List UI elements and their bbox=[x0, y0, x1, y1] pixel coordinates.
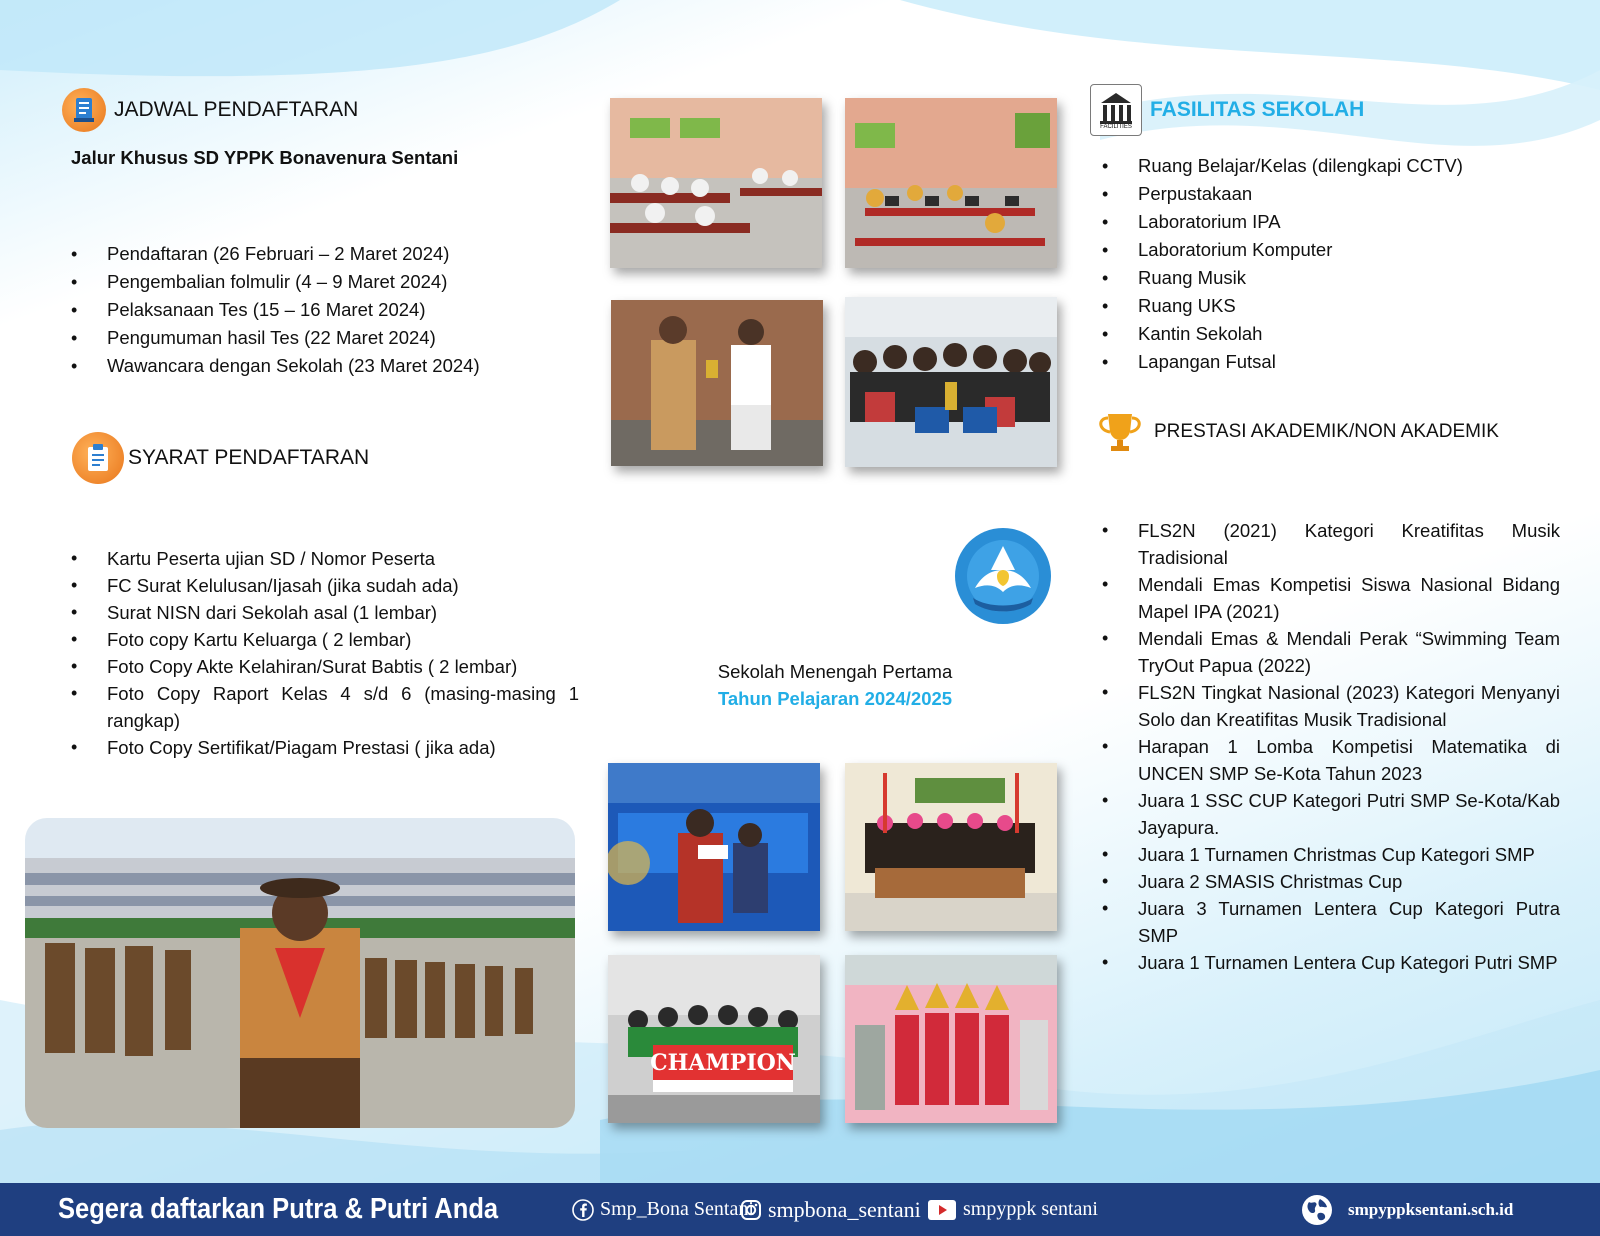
list-item: • Juara 1 SSC CUP Kategori Putri SMP Se-Kota/Kab Jayapura. bbox=[1102, 787, 1560, 841]
prestasi-heading bbox=[1094, 410, 1499, 454]
list-item: • Ruang Belajar/Kelas (dilengkapi CCTV) bbox=[1102, 152, 1562, 180]
facebook-icon bbox=[572, 1199, 594, 1221]
list-item: • FC Surat Kelulusan/Ijasah (jika sudah ada) bbox=[71, 572, 579, 599]
list-item: • Juara 3 Turnamen Lentera Cup Kategori Putra SMP bbox=[1102, 895, 1560, 949]
list-item: • Harapan 1 Lomba Kompetisi Matematika di UNCEN SMP Se-Kota Tahun 2023 bbox=[1102, 733, 1560, 787]
team-trophy-photo bbox=[845, 297, 1057, 467]
competition-winners-photo bbox=[608, 763, 820, 931]
list-item: • Pengembalian folmulir (4 – 9 Maret 2024) bbox=[71, 268, 591, 296]
fasilitas-list bbox=[1102, 152, 1562, 376]
list-item: • Foto Copy Akte Kelahiran/Surat Babtis ( 2 lembar) bbox=[71, 653, 579, 680]
list-item: • Pengumuman hasil Tes (22 Maret 2024) bbox=[71, 324, 591, 352]
footer-slogan: Segera daftarkan Putra & Putri Anda bbox=[58, 1193, 499, 1225]
list-item: • Kartu Peserta ujian SD / Nomor Peserta bbox=[71, 545, 579, 572]
list-item: • Ruang UKS bbox=[1102, 292, 1562, 320]
list-item: • Mendali Emas & Mendali Perak “Swimming Team TryOut Papua (2022) bbox=[1102, 625, 1560, 679]
jadwal-title: JADWAL PENDAFTARAN bbox=[114, 98, 359, 121]
list-item: • Mendali Emas Kompetisi Siswa Nasional Bidang Mapel IPA (2021) bbox=[1102, 571, 1560, 625]
traditional-dance-group-photo bbox=[845, 763, 1057, 931]
instagram-handle: smpbona_sentani bbox=[768, 1196, 921, 1222]
list-item: • Foto Copy Raport Kelas 4 s/d 6 (masing-masing 1 rangkap) bbox=[71, 680, 579, 734]
list-item: • Pelaksanaan Tes (15 – 16 Maret 2024) bbox=[71, 296, 591, 324]
list-item: • Wawancara dengan Sekolah (23 Maret 2024) bbox=[71, 352, 591, 380]
website-link[interactable] bbox=[1300, 1193, 1513, 1227]
tut-wuri-handayani-logo bbox=[953, 526, 1053, 626]
website-url: smpyppksentani.sch.id bbox=[1348, 1199, 1514, 1219]
jadwal-heading bbox=[62, 88, 358, 132]
list-item: • Kantin Sekolah bbox=[1102, 320, 1562, 348]
facilities-icon-label: FACILITIES bbox=[1100, 124, 1132, 130]
instagram-link[interactable] bbox=[740, 1197, 921, 1223]
list-item: • Lapangan Futsal bbox=[1102, 348, 1562, 376]
list-item: • FLS2N (2021) Kategori Kreatifitas Musik Tradisional bbox=[1102, 517, 1560, 571]
instagram-icon bbox=[740, 1199, 762, 1221]
jadwal-list bbox=[71, 240, 591, 380]
computer-lab-photo-1 bbox=[610, 98, 822, 268]
computer-lab-photo-2 bbox=[845, 98, 1057, 268]
globe-icon bbox=[1300, 1193, 1334, 1227]
papuan-dance-photo bbox=[845, 955, 1057, 1123]
list-item: • Laboratorium IPA bbox=[1102, 208, 1562, 236]
prestasi-title: PRESTASI AKADEMIK/NON AKADEMIK bbox=[1154, 421, 1499, 442]
syarat-heading bbox=[72, 432, 369, 484]
list-item: • Surat NISN dari Sekolah asal (1 lembar) bbox=[71, 599, 579, 626]
jadwal-subtitle: Jalur Khusus SD YPPK Bonavenura Sentani bbox=[71, 147, 459, 168]
champion-team-photo bbox=[608, 955, 820, 1123]
list-item: • Juara 1 Turnamen Christmas Cup Kategori SMP bbox=[1102, 841, 1560, 868]
list-item: • Foto Copy Sertifikat/Piagam Prestasi ( jika ada) bbox=[71, 734, 579, 761]
list-item: • Juara 2 SMASIS Christmas Cup bbox=[1102, 868, 1560, 895]
facilities-icon bbox=[1090, 84, 1142, 136]
list-item: • Ruang Musik bbox=[1102, 264, 1562, 292]
syarat-list bbox=[71, 545, 579, 761]
footer-bar bbox=[0, 1183, 1600, 1236]
list-item: • Pendaftaran (26 Februari – 2 Maret 2024) bbox=[71, 240, 591, 268]
youtube-handle: smpyppk sentani bbox=[963, 1198, 1098, 1220]
school-type: Sekolah Menengah Pertama bbox=[717, 661, 953, 682]
facebook-handle: Smp_Bona Sentani bbox=[600, 1198, 754, 1220]
list-item: • Juara 1 Turnamen Lentera Cup Kategori Putri SMP bbox=[1102, 949, 1560, 976]
list-item: • Foto copy Kartu Keluarga ( 2 lembar) bbox=[71, 626, 579, 653]
academic-year: Tahun Pelajaran 2024/2025 bbox=[717, 688, 953, 709]
youtube-icon bbox=[927, 1199, 957, 1221]
list-item: • FLS2N Tingkat Nasional (2023) Kategori Menyanyi Solo dan Kreatifitas Musik Tradisional bbox=[1102, 679, 1560, 733]
list-item: • Laboratorium Komputer bbox=[1102, 236, 1562, 264]
youtube-link[interactable] bbox=[927, 1198, 1098, 1221]
facebook-link[interactable] bbox=[572, 1198, 754, 1221]
trophy-icon bbox=[1094, 410, 1146, 454]
champion-banner: CHAMPION bbox=[650, 1050, 796, 1076]
registration-form-icon bbox=[62, 88, 106, 132]
clipboard-icon bbox=[72, 432, 124, 484]
list-item: • Perpustakaan bbox=[1102, 180, 1562, 208]
award-ceremony-photo bbox=[611, 300, 823, 466]
fasilitas-title: FASILITAS SEKOLAH bbox=[1150, 98, 1365, 121]
scouts-photo bbox=[25, 818, 575, 1128]
syarat-title: SYARAT PENDAFTARAN bbox=[128, 446, 370, 469]
prestasi-list bbox=[1102, 517, 1560, 976]
